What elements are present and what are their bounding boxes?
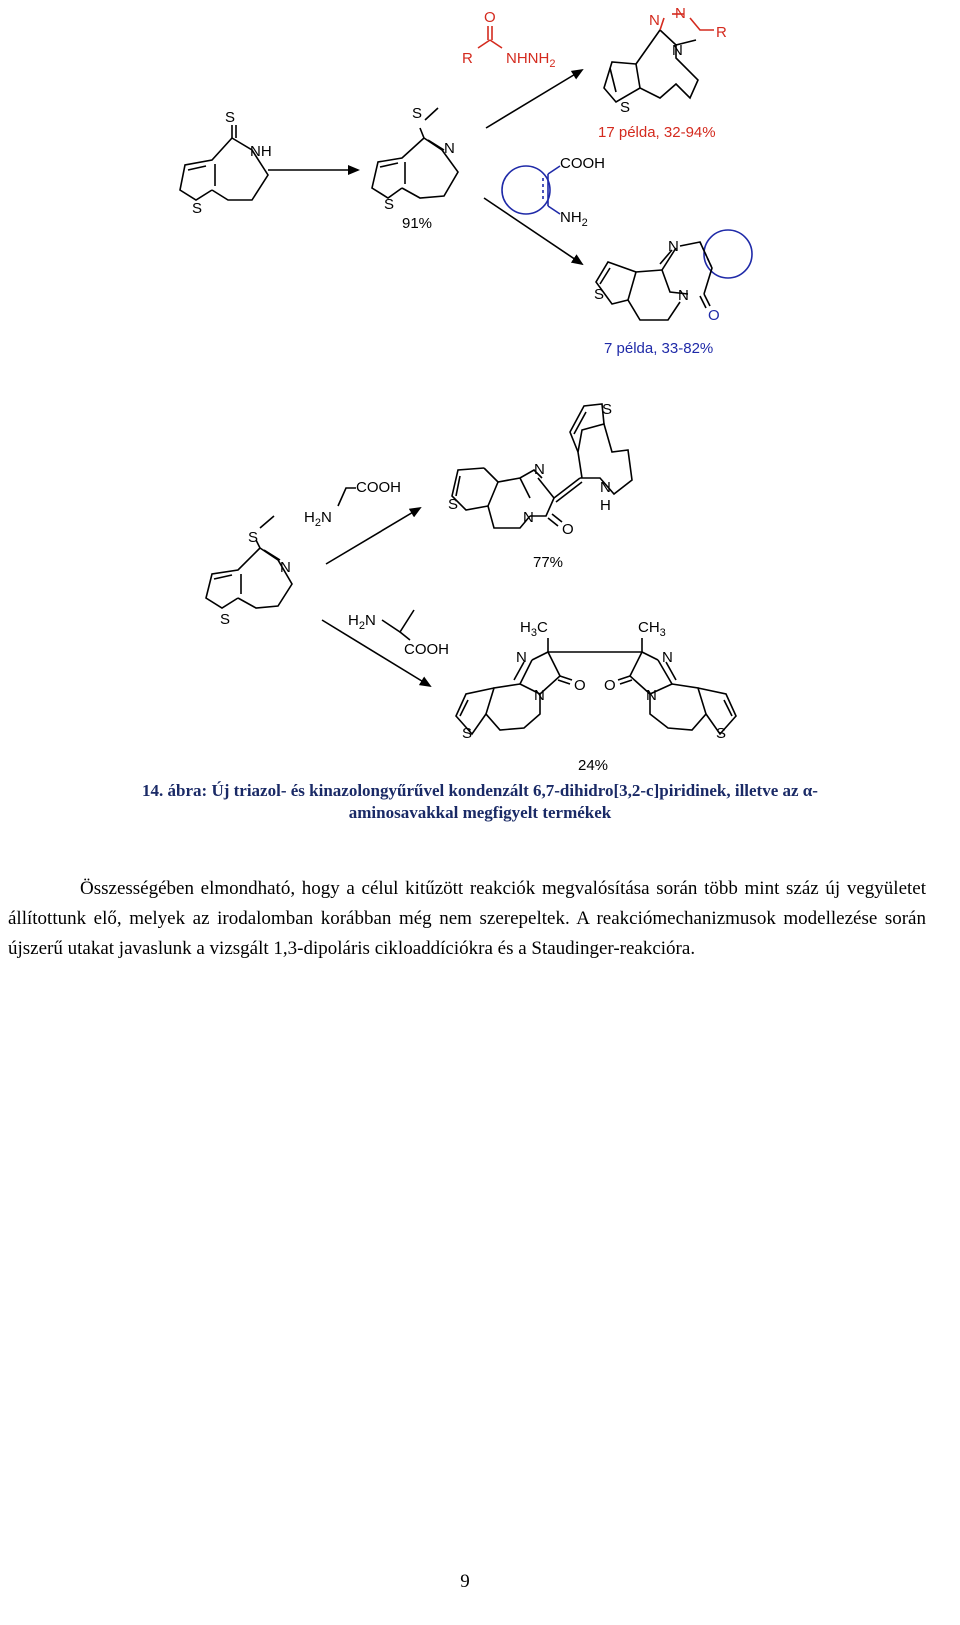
- glycine-product-N2-label: N: [523, 509, 534, 526]
- body-paragraph: [8, 874, 926, 964]
- methylthio-ring-S-label: S: [384, 196, 395, 213]
- hydrazide-structure: [478, 26, 502, 48]
- dimer-S-left-label: S: [462, 725, 473, 742]
- dimer-S-right-label: S: [716, 725, 727, 742]
- reaction-scheme: [0, 0, 960, 780]
- aminoacid-structure: [502, 166, 560, 214]
- yield-dimer: 24%: [578, 757, 609, 774]
- triazole-ring-S-label: S: [620, 99, 631, 116]
- paragraph-text: Összességében elmondható, hogy a célul kitűzött reakciók megvalósítása során több mint száz új vegyületet állítottunk elő, melyek az irodalomban korábban még nem szerepeltek. A reakciómechanizmusok modellezése során újszerű utakat javaslunk a vizsgált 1,3-dipoláris cikloaddíciókra és a Staudinger-reakcióra.: [8, 878, 926, 959]
- triazole-R-label: R: [716, 24, 727, 41]
- quinazolone-O-label: O: [708, 307, 720, 324]
- dimer-N-left1-label: N: [516, 649, 527, 666]
- arrow-glycine: [326, 508, 420, 564]
- thione-NH-label: NH: [250, 143, 272, 160]
- arrow-quinazolone: [484, 198, 582, 264]
- dimer-N-right1-label: N: [662, 649, 673, 666]
- aminoacid-NH-label: $NH_2$: [560, 209, 588, 229]
- glycine-product-O-label: O: [562, 521, 574, 538]
- yield-methylthio: 91%: [402, 215, 433, 232]
- aminoacid-COOH-label: COOH: [560, 155, 605, 172]
- caption-line-1: 14. ábra: Új triazol- és kinazolongyűrűvel kondenzált 6,7-dihidro[3,2-c]piridinek, illetve az α-: [142, 781, 818, 800]
- glycine-H2N-label: $H_2N$: [304, 509, 332, 529]
- caption-line-2: aminosavakkal megfigyelt termékek: [348, 803, 612, 822]
- dimer-N-left2-label: N: [534, 687, 545, 704]
- start-N-label: N: [280, 559, 291, 576]
- hydrazide-R-label: R: [462, 50, 473, 67]
- alanine-H2N-label: $H_2N$: [348, 612, 376, 632]
- methylthio-N-label: N: [444, 140, 455, 157]
- glycine-structure: [338, 488, 356, 506]
- dimer-CH3-label: $CH_3$: [638, 619, 666, 639]
- alanine-COOH-label: COOH: [404, 641, 449, 658]
- glycine-product-NH-N-label: N: [600, 479, 611, 496]
- figure-caption: [30, 780, 930, 824]
- dimer-O-right-label: O: [604, 677, 616, 694]
- arrow-triazole: [486, 70, 582, 128]
- quinazolone-examples: 7 példa, 33-82%: [604, 340, 714, 357]
- triazole-N3-label: N: [672, 42, 683, 59]
- yield-glycine-product: 77%: [533, 554, 564, 571]
- glycine-product-S-top-label: S: [602, 401, 613, 418]
- hydrazide-NHNH-label: $NHNH_2$: [506, 50, 556, 70]
- start-ring-S-label: S: [220, 611, 231, 628]
- dimer-O-left-label: O: [574, 677, 586, 694]
- glycine-product-S-label: S: [448, 496, 459, 513]
- dimer-N-right2-label: N: [646, 687, 657, 704]
- triazole-examples: 17 példa, 32-94%: [598, 124, 716, 141]
- glycine-product-NH-H-label: H: [600, 497, 611, 514]
- page-number: 9: [460, 1571, 470, 1592]
- triazole-N2-label: N: [675, 5, 686, 22]
- hydrazide-O-label: O: [484, 9, 496, 26]
- glycine-COOH-label: COOH: [356, 479, 401, 496]
- quinazolone-N1-label: N: [668, 238, 679, 255]
- dimer-structure: [456, 638, 736, 734]
- thione-ring-S-label: S: [192, 200, 203, 217]
- methylthio-S-label: S: [412, 105, 423, 122]
- triazole-N1-label: N: [649, 12, 660, 29]
- quinazolone-N2-label: N: [678, 287, 689, 304]
- start-S-label: S: [248, 529, 259, 546]
- dimer-H3C-label: $H_3C$: [520, 619, 548, 639]
- quinazolone-ring-S-label: S: [594, 286, 605, 303]
- glycine-product-N1-label: N: [534, 461, 545, 478]
- thione-S-label: S: [225, 109, 236, 126]
- thione-structure: [180, 125, 268, 200]
- alanine-structure: [382, 610, 414, 640]
